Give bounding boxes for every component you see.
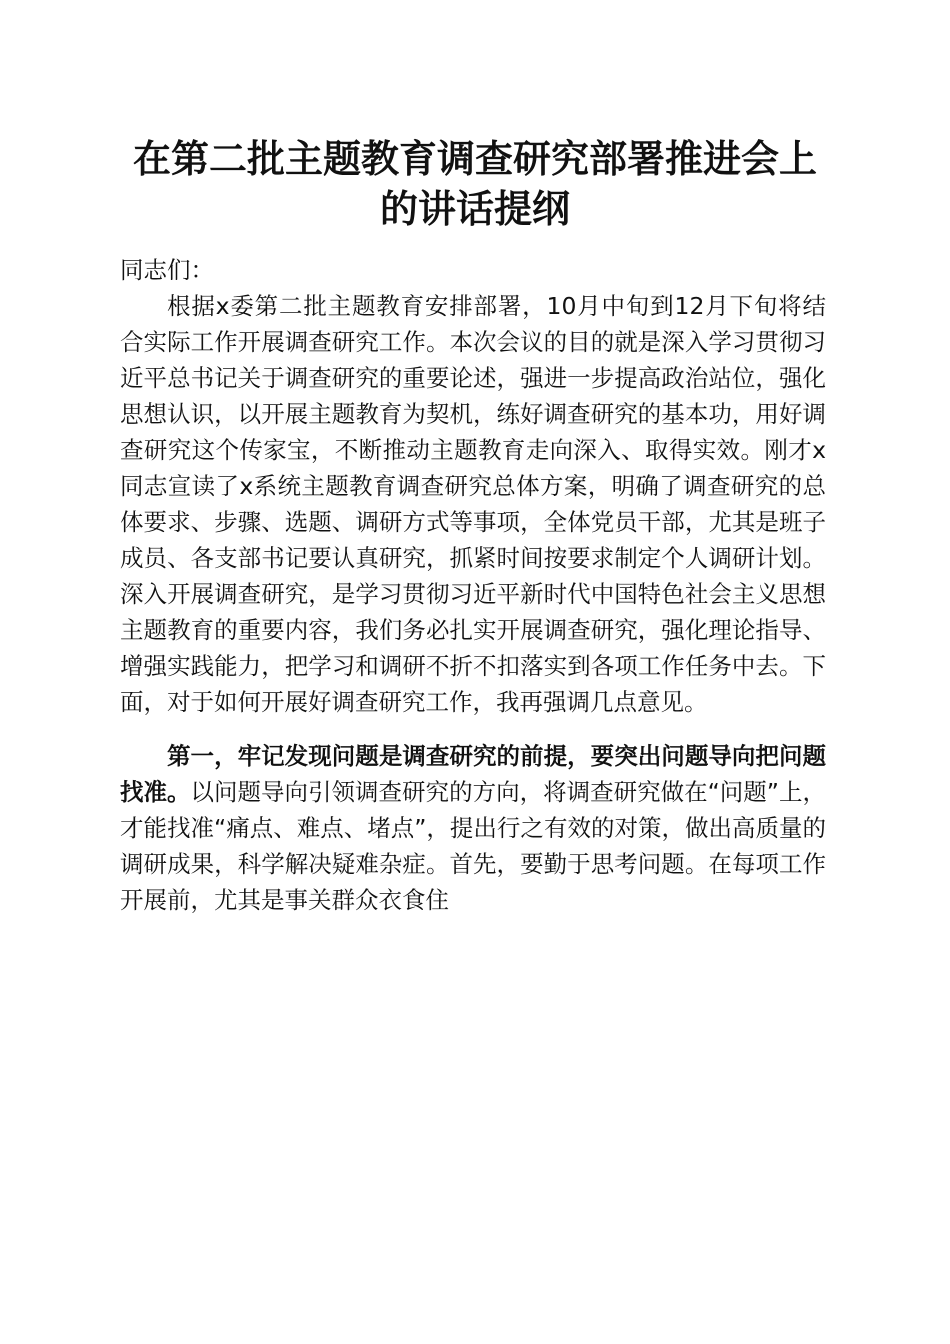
paragraph-point-one-body: 以问题导向引领调查研究的方向，将调查研究做在“问题”上，才能找准“痛点、难点、堵点”，提出行之有效的对策，做出高质量的调研成果，科学解决疑难杂症。首先，要勤于思考问题。在每项工作开展前，尤其是事关群众衣食住 — [120, 778, 826, 914]
document-body — [120, 252, 826, 918]
paragraph-point-one — [120, 738, 826, 918]
paragraph-point-one-heading: 第一，牢记发现问题是调查研究的前提，要突出问题导向把问题找准。 — [120, 742, 826, 806]
salutation: 同志们： — [120, 256, 214, 284]
paragraph-intro: 根据x委第二批主题教育安排部署，10月中旬到12月下旬将结合实际工作开展调查研究工作。本次会议的目的就是深入学习贯彻习近平总书记关于调查研究的重要论述，强进一步提高政治站位，强化思想认识，以开展主题教育为契机，练好调查研究的基本功，用好调查研究这个传家宝，不断推动主题教育走向深入、取得实效。刚才x同志宣读了x系统主题教育调查研究总体方案，明确了调查研究的总体要求、步骤、选题、调研方式等事项，全体党员干部，尤其是班子成员、各支部书记要认真研究，抓紧时间按要求制定个人调研计划。深入开展调查研究，是学习贯彻习近平新时代中国特色社会主义思想主题教育的重要内容，我们务必扎实开展调查研究，强化理论指导、增强实践能力，把学习和调研不折不扣落实到各项工作任务中去。下面，对于如何开展好调查研究工作，我再强调几点意见。 — [120, 292, 826, 716]
document-title: 在第二批主题教育调查研究部署推进会上的讲话提纲 — [132, 136, 817, 231]
